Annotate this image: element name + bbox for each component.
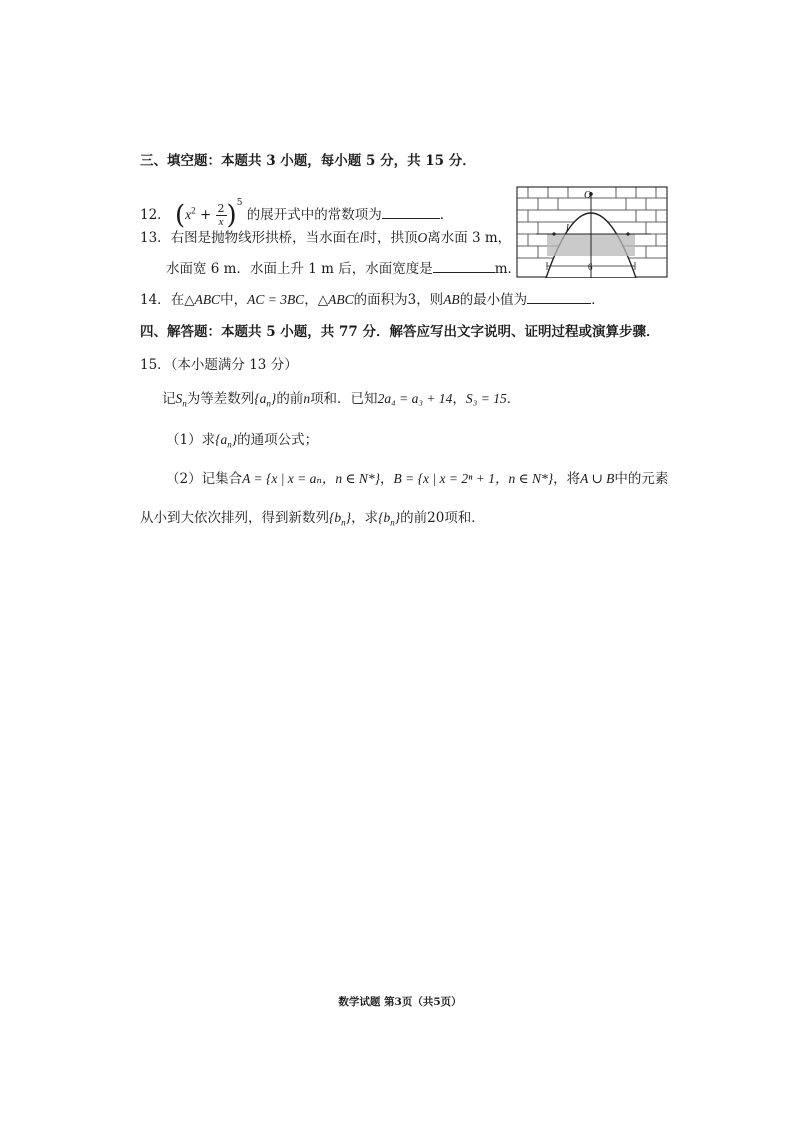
q15-intro: 记$S_n$为等差数列$\{a_n\}$的前n项和．已知2a₄ = a₃ + 14，S₃ = 15．	[162, 391, 521, 409]
q13-answer-blank[interactable]	[433, 259, 495, 273]
label-width: 6	[588, 262, 593, 272]
q15-part2-line1: （2）记集合A = {x | x = aₙ，n ∈ N*}，B = {x | x = 2ⁿ + 1，n ∈ N*}，将A ∪ B中的元素	[166, 471, 669, 487]
arch-bridge-figure	[516, 186, 668, 278]
question-14: 14．在△ABC中，AC = 3BC，△ABC的面积为3，则AB的最小值为 ．	[140, 292, 605, 308]
q12-x-squared: $x^2$	[185, 205, 196, 222]
section4-heading: 四、解答题：本题共 5 小题，共 77 分．解答应写出文字说明、证明过程或演算步骤．	[140, 324, 660, 340]
q12-fraction: $\frac{2}{x}$	[217, 202, 225, 228]
question-13-line1: 13．右图是抛物线形拱桥，当水面在l时，拱顶O离水面 3 m，	[140, 230, 512, 246]
q12-answer-blank[interactable]	[382, 205, 440, 219]
q12-exponent: 5	[236, 198, 243, 208]
q14-answer-blank[interactable]	[527, 290, 591, 304]
section3-heading: 三、填空题：本题共 3 小题，每小题 5 分，共 15 分．	[140, 153, 476, 169]
q15-header: 15．（本小题满分 13 分）	[140, 357, 298, 373]
label-l: l	[566, 223, 569, 234]
q15-part2-line2: 从小到大依次排列，得到新数列$\{b_n\}$，求$\{b_n\}$的前20项和．	[140, 510, 485, 528]
q12-number: 12．	[140, 207, 171, 223]
question-13-line2: 水面宽 6 m．水面上升 1 m 后，水面宽度是 m．	[166, 261, 522, 277]
question-12: 12． ($x^2$ + $\frac{2}{x}$ )$^5$ 的展开式中的常数项为 ．	[140, 198, 454, 231]
page-footer: 数学试题 第3页（共5页）	[338, 996, 462, 1008]
label-o: O	[584, 190, 592, 201]
q12-text: 的展开式中的常数项为	[246, 207, 382, 223]
q15-part1: （1）求$\{a_n\}$的通项公式；	[166, 432, 319, 450]
